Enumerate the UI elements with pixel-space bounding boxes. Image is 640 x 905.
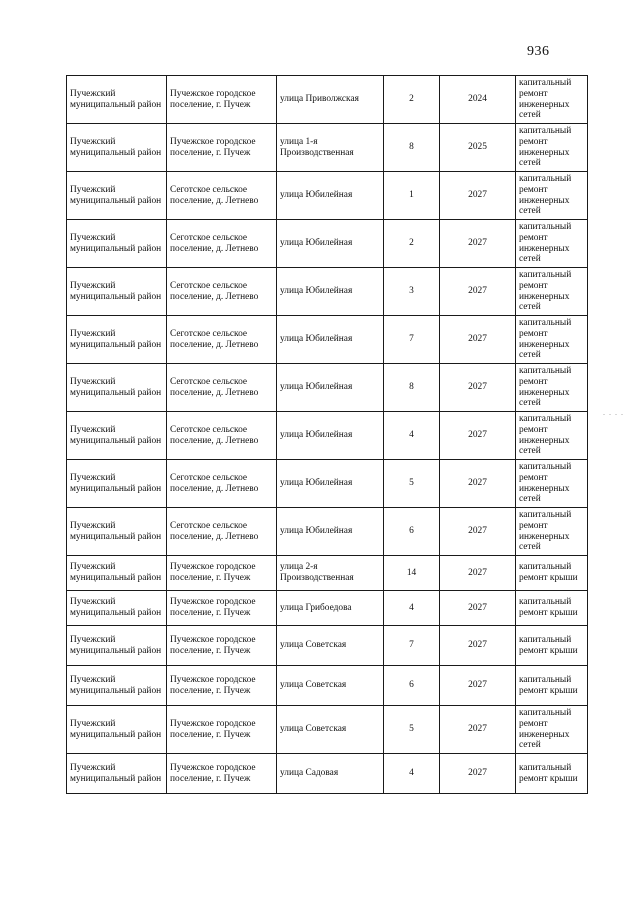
year-cell: 2027 bbox=[440, 591, 516, 626]
house-number-cell: 6 bbox=[384, 666, 440, 706]
work-type-cell: капитальный ремонт крыши bbox=[516, 754, 588, 794]
settlement-cell: Пучежское городское поселение, г. Пучеж bbox=[167, 754, 277, 794]
work-type-cell: капитальный ремонт инженерных сетей bbox=[516, 508, 588, 556]
settlement-cell: Сеготское сельское поселение, д. Летнево bbox=[167, 460, 277, 508]
settlement-cell: Пучежское городское поселение, г. Пучеж bbox=[167, 591, 277, 626]
margin-dots: . . . . bbox=[603, 408, 624, 417]
street-cell: улица Юбилейная bbox=[277, 220, 384, 268]
house-number-cell: 4 bbox=[384, 754, 440, 794]
street-cell: улица Юбилейная bbox=[277, 412, 384, 460]
work-type-cell: капитальный ремонт инженерных сетей bbox=[516, 412, 588, 460]
year-cell: 2025 bbox=[440, 124, 516, 172]
district-cell: Пучежский муниципальный район bbox=[67, 666, 167, 706]
work-type-cell: капитальный ремонт инженерных сетей bbox=[516, 316, 588, 364]
street-cell: улица Садовая bbox=[277, 754, 384, 794]
year-cell: 2027 bbox=[440, 460, 516, 508]
year-cell: 2027 bbox=[440, 316, 516, 364]
district-cell: Пучежский муниципальный район bbox=[67, 268, 167, 316]
house-number-cell: 7 bbox=[384, 316, 440, 364]
settlement-cell: Сеготское сельское поселение, д. Летнево bbox=[167, 316, 277, 364]
year-cell: 2027 bbox=[440, 666, 516, 706]
year-cell: 2027 bbox=[440, 754, 516, 794]
table-row bbox=[67, 706, 588, 754]
table-row bbox=[67, 268, 588, 316]
street-cell: улица Приволжская bbox=[277, 76, 384, 124]
district-cell: Пучежский муниципальный район bbox=[67, 460, 167, 508]
street-cell: улица Юбилейная bbox=[277, 316, 384, 364]
settlement-cell: Сеготское сельское поселение, д. Летнево bbox=[167, 220, 277, 268]
house-number-cell: 4 bbox=[384, 412, 440, 460]
settlement-cell: Сеготское сельское поселение, д. Летнево bbox=[167, 268, 277, 316]
district-cell: Пучежский муниципальный район bbox=[67, 364, 167, 412]
house-number-cell: 8 bbox=[384, 364, 440, 412]
street-cell: улица 1-я Производственная bbox=[277, 124, 384, 172]
work-type-cell: капитальный ремонт инженерных сетей bbox=[516, 172, 588, 220]
house-number-cell: 4 bbox=[384, 591, 440, 626]
work-type-cell: капитальный ремонт инженерных сетей bbox=[516, 706, 588, 754]
settlement-cell: Сеготское сельское поселение, д. Летнево bbox=[167, 508, 277, 556]
year-cell: 2027 bbox=[440, 412, 516, 460]
house-number-cell: 7 bbox=[384, 626, 440, 666]
street-cell: улица Юбилейная bbox=[277, 508, 384, 556]
table-row bbox=[67, 124, 588, 172]
work-type-cell: капитальный ремонт инженерных сетей bbox=[516, 220, 588, 268]
settlement-cell: Сеготское сельское поселение, д. Летнево bbox=[167, 364, 277, 412]
table-row bbox=[67, 364, 588, 412]
table-row bbox=[67, 76, 588, 124]
district-cell: Пучежский муниципальный район bbox=[67, 76, 167, 124]
table-row bbox=[67, 412, 588, 460]
work-type-cell: капитальный ремонт крыши bbox=[516, 666, 588, 706]
table-row bbox=[67, 591, 588, 626]
settlement-cell: Пучежское городское поселение, г. Пучеж bbox=[167, 76, 277, 124]
work-type-cell: капитальный ремонт инженерных сетей bbox=[516, 124, 588, 172]
year-cell: 2027 bbox=[440, 220, 516, 268]
district-cell: Пучежский муниципальный район bbox=[67, 706, 167, 754]
district-cell: Пучежский муниципальный район bbox=[67, 412, 167, 460]
table-row bbox=[67, 460, 588, 508]
table-row bbox=[67, 316, 588, 364]
work-type-cell: капитальный ремонт инженерных сетей bbox=[516, 460, 588, 508]
table-row bbox=[67, 556, 588, 591]
street-cell: улица Советская bbox=[277, 706, 384, 754]
year-cell: 2027 bbox=[440, 268, 516, 316]
settlement-cell: Пучежское городское поселение, г. Пучеж bbox=[167, 666, 277, 706]
table-row bbox=[67, 172, 588, 220]
housing-repair-table bbox=[66, 75, 588, 794]
work-type-cell: капитальный ремонт крыши bbox=[516, 556, 588, 591]
table-row bbox=[67, 626, 588, 666]
district-cell: Пучежский муниципальный район bbox=[67, 626, 167, 666]
settlement-cell: Пучежское городское поселение, г. Пучеж bbox=[167, 124, 277, 172]
work-type-cell: капитальный ремонт крыши bbox=[516, 626, 588, 666]
street-cell: улица Грибоедова bbox=[277, 591, 384, 626]
district-cell: Пучежский муниципальный район bbox=[67, 220, 167, 268]
house-number-cell: 6 bbox=[384, 508, 440, 556]
table-row bbox=[67, 220, 588, 268]
year-cell: 2027 bbox=[440, 508, 516, 556]
street-cell: улица Советская bbox=[277, 666, 384, 706]
house-number-cell: 5 bbox=[384, 460, 440, 508]
year-cell: 2027 bbox=[440, 172, 516, 220]
street-cell: улица Юбилейная bbox=[277, 268, 384, 316]
table-row bbox=[67, 508, 588, 556]
work-type-cell: капитальный ремонт инженерных сетей bbox=[516, 364, 588, 412]
street-cell: улица Советская bbox=[277, 626, 384, 666]
house-number-cell: 8 bbox=[384, 124, 440, 172]
settlement-cell: Сеготское сельское поселение, д. Летнево bbox=[167, 412, 277, 460]
year-cell: 2027 bbox=[440, 626, 516, 666]
year-cell: 2027 bbox=[440, 706, 516, 754]
street-cell: улица Юбилейная bbox=[277, 364, 384, 412]
house-number-cell: 5 bbox=[384, 706, 440, 754]
house-number-cell: 1 bbox=[384, 172, 440, 220]
year-cell: 2027 bbox=[440, 364, 516, 412]
page-number: 936 bbox=[527, 44, 550, 59]
house-number-cell: 2 bbox=[384, 76, 440, 124]
settlement-cell: Сеготское сельское поселение, д. Летнево bbox=[167, 172, 277, 220]
district-cell: Пучежский муниципальный район bbox=[67, 556, 167, 591]
street-cell: улица 2-я Производственная bbox=[277, 556, 384, 591]
work-type-cell: капитальный ремонт инженерных сетей bbox=[516, 268, 588, 316]
house-number-cell: 3 bbox=[384, 268, 440, 316]
street-cell: улица Юбилейная bbox=[277, 460, 384, 508]
table-row bbox=[67, 754, 588, 794]
settlement-cell: Пучежское городское поселение, г. Пучеж bbox=[167, 626, 277, 666]
house-number-cell: 2 bbox=[384, 220, 440, 268]
table-row bbox=[67, 666, 588, 706]
district-cell: Пучежский муниципальный район bbox=[67, 591, 167, 626]
work-type-cell: капитальный ремонт инженерных сетей bbox=[516, 76, 588, 124]
street-cell: улица Юбилейная bbox=[277, 172, 384, 220]
year-cell: 2024 bbox=[440, 76, 516, 124]
table-body bbox=[67, 76, 588, 794]
district-cell: Пучежский муниципальный район bbox=[67, 316, 167, 364]
district-cell: Пучежский муниципальный район bbox=[67, 508, 167, 556]
house-number-cell: 14 bbox=[384, 556, 440, 591]
settlement-cell: Пучежское городское поселение, г. Пучеж bbox=[167, 706, 277, 754]
work-type-cell: капитальный ремонт крыши bbox=[516, 591, 588, 626]
district-cell: Пучежский муниципальный район bbox=[67, 754, 167, 794]
district-cell: Пучежский муниципальный район bbox=[67, 172, 167, 220]
district-cell: Пучежский муниципальный район bbox=[67, 124, 167, 172]
year-cell: 2027 bbox=[440, 556, 516, 591]
settlement-cell: Пучежское городское поселение, г. Пучеж bbox=[167, 556, 277, 591]
